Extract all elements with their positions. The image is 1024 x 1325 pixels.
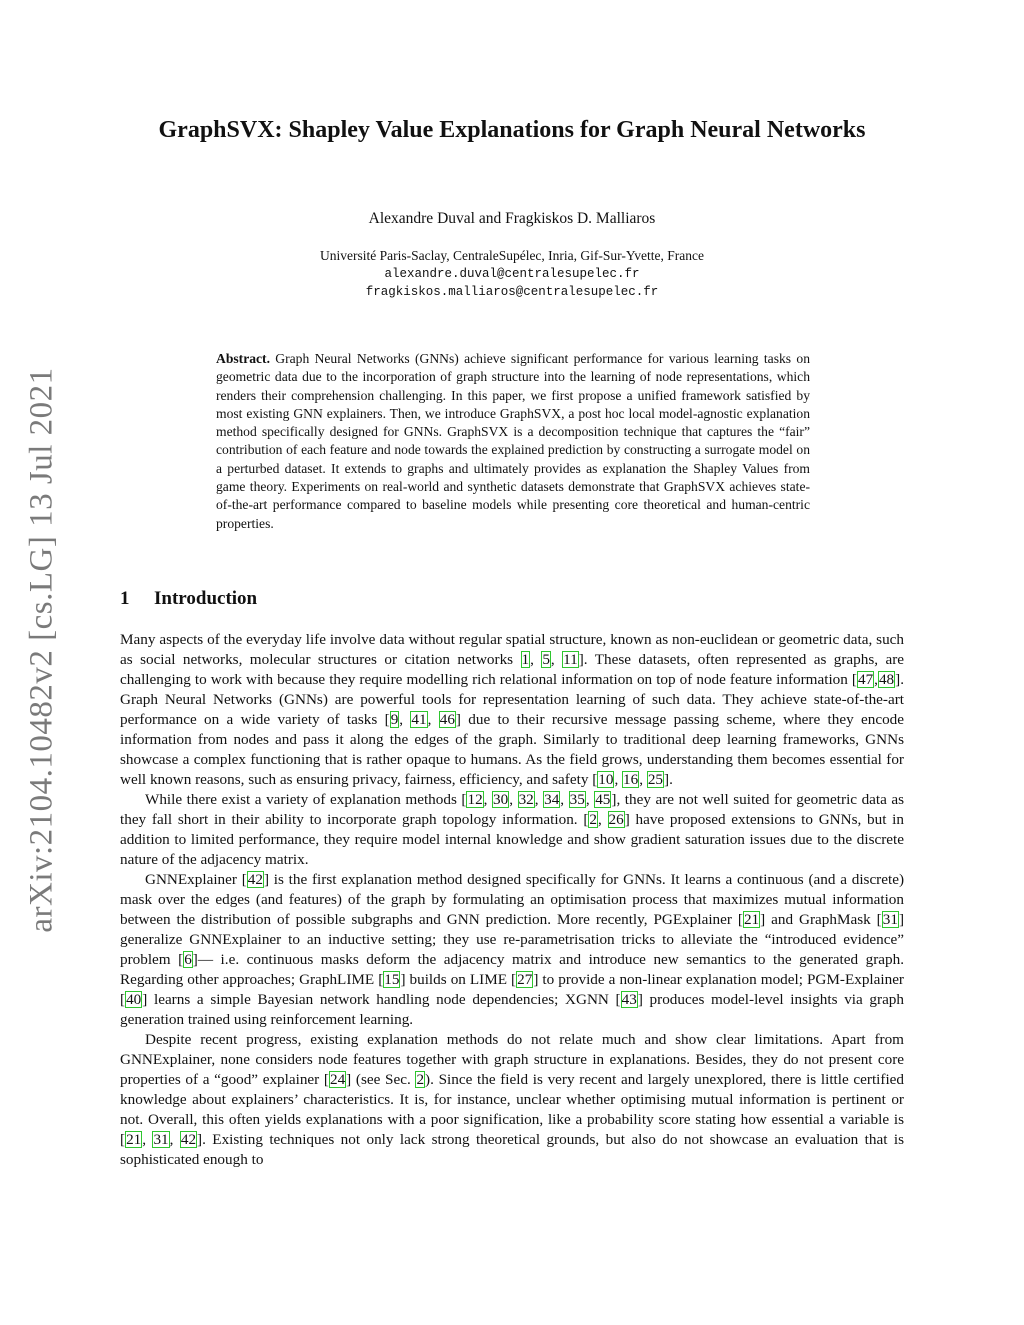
paragraph [120,1030,904,1170]
paragraph-text: Despite recent progress, existing explanation methods do not relate much and show clear limitations. Apart from GNNExplainer, none considers node features together with graph structure in explanations. Besides, they do not present core properties of a “good” explainer [ [120,1031,904,1088]
section-heading [120,588,257,610]
citation-link[interactable]: 9 [390,711,399,728]
citation-link[interactable]: 42 [247,871,263,888]
paragraph-text: ] produces model-level insights via graph generation trained using reinforcement learning. [120,991,904,1028]
section-number: 1 [120,588,130,609]
paragraph-text: ] to provide a non-linear explanation model; PGM-Explainer [ [120,971,904,1008]
paragraph [120,630,904,790]
citation-link[interactable]: 5 [542,651,550,668]
paragraph-text: , [614,771,623,788]
citation-link[interactable]: 41 [411,711,427,728]
paragraph-text: ] learns a simple Bayesian network handling node dependencies; XGNN [ [142,991,621,1008]
paragraph-text: ]. Graph Neural Networks (GNNs) are powerful tools for representation learning of such data. They achieve state-of-the-art performance on a wide variety of tasks [ [120,671,904,728]
paragraph-text: , [585,791,595,808]
abstract-text: Graph Neural Networks (GNNs) achieve significant performance for various learning tasks on geometric data due to the incorporation of graph structure into the learning of node representations, which renders their comprehension challenging. In this paper, we first propose a unified framework satisfied by most existing GNN explainers. Then, we introduce GraphSVX, a post hoc local model-agnostic explanation method specifically designed for GNNs. GraphSVX is a decomposition technique that captures the “fair” contribution of each feature and node towards the explained prediction by constructing a surrogate model on a perturbed dataset. It extends to graphs and ultimately provides as explanation the Shapley Values from game theory. Experiments on real-world and synthetic datasets demonstrate that GraphSVX achieves state-of-the-art performance compared to baseline models while presenting core theoretical and human-centric properties. [216,351,810,531]
paragraph-text: , [509,791,518,808]
citation-link[interactable]: 35 [569,791,585,808]
paragraph-text: Many aspects of the everyday life involve data without regular spatial structure, known as non-euclidean or geometric data, such as social networks, molecular structures or citation networks [120,631,904,668]
paragraph-text: , [142,1131,153,1148]
affiliation-block [140,247,884,301]
paragraph-text: , [534,791,544,808]
citation-link[interactable]: 11 [563,651,578,668]
arxiv-identifier[interactable]: arXiv:2104.10482v2 [cs.LG] 13 Jul 2021 [23,367,60,933]
citation-link[interactable]: 30 [493,791,509,808]
citation-link[interactable]: 15 [384,971,400,988]
citation-link[interactable]: 32 [518,791,534,808]
introduction-body [120,630,904,1170]
abstract-label: Abstract. [216,351,270,366]
citation-link[interactable]: 47 [857,671,874,688]
section-title: Introduction [154,588,258,609]
paragraph-text: ] is the first explanation method designed specifically for GNNs. It learns a continuous (and a discrete) mask over the edges (and features) of the graph by formulating an optimisation process that maximizes mutual information between the distribution of possible subgraphs and GNN prediction. More recently, PGExplainer [ [120,871,905,928]
citation-link[interactable]: 21 [126,1131,142,1148]
abstract [216,350,810,533]
citation-link[interactable]: 21 [743,911,760,928]
citation-link[interactable]: 25 [647,771,664,788]
paper-title: GraphSVX: Shapley Value Explanations for Graph Neural Networks [158,117,866,143]
citation-link[interactable]: 31 [153,1131,169,1148]
affiliation: Université Paris-Saclay, CentraleSupélec, Inria, Gif-Sur-Yvette, France [320,248,704,263]
paragraph-text: ). Since the field is very recent and largely unexplored, there is little certified knowledge about explainers’ characteristics. It is, for instance, unclear whether optimising mutual information is pertinent or not. Overall, this often yields explanations with a poor signification, like a probability score stating how essential a variable is [ [120,1071,904,1148]
paragraph-text: ]. [664,771,673,788]
paragraph-text: ], they are not well suited for geometric data as they fall short in their ability to incorporate graph topology information. [ [120,791,905,828]
paragraph-text: , [427,711,439,728]
citation-link[interactable]: 31 [882,911,898,928]
paragraph-text: , [483,791,493,808]
paragraph-text: , [874,671,878,688]
citation-link[interactable]: 40 [126,991,142,1008]
citation-link[interactable]: 46 [439,711,455,728]
email-1[interactable]: alexandre.duval@centralesupelec.fr [384,267,640,281]
paragraph-text: , [639,771,647,788]
paragraph-text: While there exist a variety of explanation methods [ [145,791,467,808]
citation-link[interactable]: 10 [598,771,614,788]
citation-link[interactable]: 34 [544,791,560,808]
citation-link[interactable]: 27 [517,971,533,988]
paragraph-text: ] due to their recursive message passing scheme, where they encode information from nodes and pass it along the edges of the graph. Similarly to traditional deep learning frameworks, GNNs showcase a complex functioning that is rather opaque to humans. As the field grows, understanding them becomes essential for well known reasons, such as ensuring privacy, fairness, efficiency, and safety [ [120,711,905,788]
paragraph-text: ]. Existing techniques not only lack strong theoretical grounds, but also do not showcase an evaluation that is sophisticated enough to [120,1131,904,1168]
paragraph-text: ] builds on LIME [ [400,971,517,988]
email-2[interactable]: fragkiskos.malliaros@centralesupelec.fr [365,285,659,299]
paragraph-text: GNNExplainer [ [145,871,247,888]
paragraph-text: , [560,791,569,808]
paragraph-text: ]— i.e. continuous masks deform the adjacency matrix and introduce new semantics to the generated graph. Regarding other approaches; GraphLIME [ [120,951,904,988]
paragraph [120,870,904,1030]
paragraph-text: , [597,811,608,828]
author-list: Alexandre Duval and Fragkiskos D. Malliaros [368,210,656,227]
paragraph-text: ] and GraphMask [ [760,911,882,928]
paragraph-text: ] generalize GNNExplainer to an inductive setting; they use re-parametrisation tricks to alleviate the “introduced evidence” problem [ [120,911,904,968]
paragraph-text: , [550,651,563,668]
citation-link[interactable]: 26 [608,811,624,828]
citation-link[interactable]: 12 [467,791,483,808]
citation-link[interactable]: 1 [521,651,530,668]
paragraph-text: , [169,1131,180,1148]
paragraph-text: , [530,651,542,668]
citation-link[interactable]: 45 [595,791,611,808]
paragraph [120,790,904,870]
citation-link[interactable]: 2 [416,1071,425,1088]
citation-link[interactable]: 16 [623,771,639,788]
paragraph-text: , [399,711,411,728]
citation-link[interactable]: 48 [878,671,895,688]
paragraph-text: ]. These datasets, often represented as graphs, are challenging to work with because they require modelling rich relational information on top of node feature information [ [120,651,905,688]
citation-link[interactable]: 6 [184,951,192,968]
citation-link[interactable]: 2 [589,811,597,828]
citation-link[interactable]: 43 [621,991,637,1008]
citation-link[interactable]: 24 [329,1071,346,1088]
paragraph-text: ] (see Sec. [346,1071,416,1088]
paragraph-text: ] have proposed extensions to GNNs, but in addition to limited performance, they require model internal knowledge and show gradient saturation issues due to the discrete nature of the adjacency matrix. [120,811,904,868]
citation-link[interactable]: 42 [180,1131,197,1148]
